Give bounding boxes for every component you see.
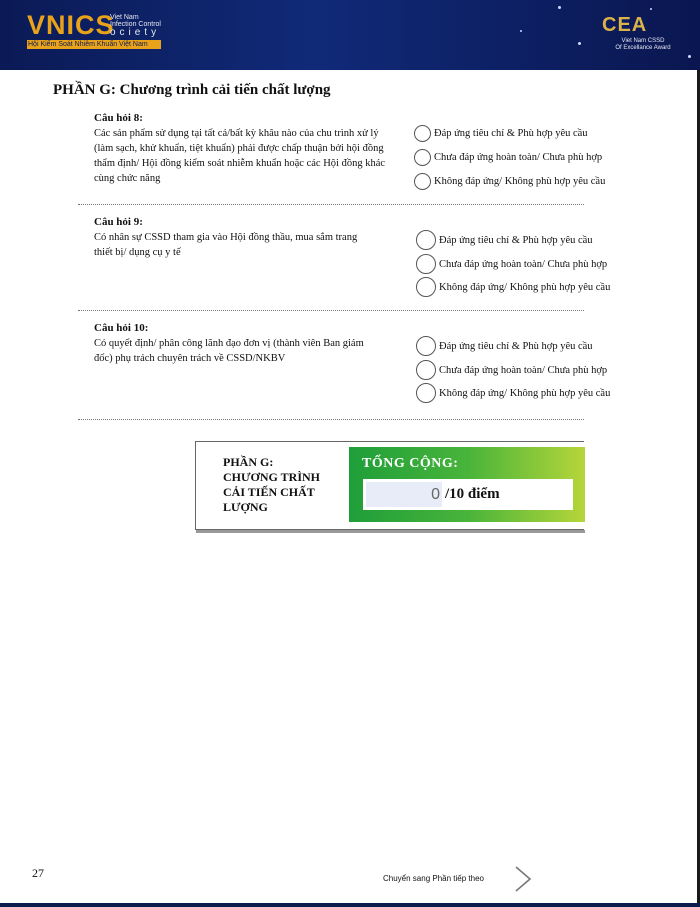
question-8-text: Các sản phẩm sử dụng tại tất cả/bất kỳ khâu nào của chu trình xử lý (làm sạch, khử khuẩn, tiệt khuẩn) phải được chấp thuận bởi hội đồng thẩm định/ Hội đồng kiểm soát nhiễm khuẩn hoặc các Hội đồng khác cùng chức năng: [94, 128, 386, 184]
star-decoration: [650, 8, 652, 10]
radio-button[interactable]: [414, 125, 431, 142]
question-10-option-1[interactable]: [416, 336, 593, 356]
option-label: Chưa đáp ứng hoàn toàn/ Chưa phù hợp: [434, 152, 603, 163]
star-decoration: [688, 55, 691, 58]
question-9-text: Có nhân sự CSSD tham gia vào Hội đồng thầu, mua sắm trang thiết bị/ dụng cụ y tế: [94, 232, 358, 258]
radio-button[interactable]: [416, 360, 436, 380]
option-label: Đáp ứng tiêu chí & Phù hợp yêu cầu: [439, 234, 593, 246]
cea-logo: CEA: [602, 14, 648, 36]
radio-button[interactable]: [416, 336, 436, 356]
question-9-option-2[interactable]: [416, 254, 607, 274]
logo-sub-line-1: Viet Nam: [110, 14, 139, 21]
question-9-title: Câu hỏi 9:: [94, 216, 143, 228]
option-label: Không đáp ứng/ Không phù hợp yêu cầu: [439, 281, 611, 293]
total-box-shadow: [196, 530, 585, 533]
question-8-option-1[interactable]: [414, 125, 588, 142]
total-label-line: CHƯƠNG TRÌNH: [223, 470, 321, 484]
option-label: Chưa đáp ứng hoàn toàn/ Chưa phù hợp: [439, 364, 608, 376]
radio-button[interactable]: [416, 277, 436, 297]
total-section-label: [223, 455, 343, 515]
star-decoration: [558, 6, 561, 9]
total-label-line: LƯỢNG: [223, 500, 268, 514]
option-label: Đáp ứng tiêu chí & Phù hợp yêu cầu: [434, 128, 588, 139]
chevron-right-icon[interactable]: [512, 864, 534, 894]
radio-button[interactable]: [416, 230, 436, 250]
header-banner: [0, 0, 700, 70]
next-section-link[interactable]: Chuyển sang Phần tiếp theo: [383, 874, 484, 883]
question-8-title: Câu hỏi 8:: [94, 112, 143, 124]
question-10-title: Câu hỏi 10:: [94, 322, 149, 334]
separator: [78, 310, 584, 311]
score-suffix: /10 điểm: [445, 486, 500, 502]
question-10-option-2[interactable]: [416, 360, 607, 380]
cea-logo-subtitle: [608, 38, 678, 52]
question-10-text: Có quyết định/ phân công lãnh đạo đơn vị (thành viên Ban giám đốc) phụ trách chuyên trách về CSSD/NKBV: [94, 338, 364, 364]
cea-sub-line-1: Viet Nam CSSD: [621, 38, 665, 44]
total-label-line: CẢI TIẾN CHẤT: [223, 485, 315, 499]
question-8-option-3[interactable]: [414, 173, 605, 190]
logo-sub-line-2: Infection Control: [110, 21, 161, 28]
total-title: TỔNG CỘNG:: [362, 456, 459, 471]
vnics-logo-subtitle: [110, 14, 161, 36]
question-9-option-3[interactable]: [416, 277, 610, 297]
option-label: Đáp ứng tiêu chí & Phù hợp yêu cầu: [439, 340, 593, 352]
logo-sub-line-3: ociety: [110, 27, 161, 38]
radio-button[interactable]: [414, 149, 431, 166]
radio-button[interactable]: [416, 383, 436, 403]
star-decoration: [520, 30, 522, 32]
question-9-option-1[interactable]: [416, 230, 593, 250]
logo-tagline: Hội Kiểm Soát Nhiễm Khuẩn Việt Nam: [28, 41, 148, 48]
vnics-logo: VNICS: [27, 10, 115, 40]
radio-button[interactable]: [416, 254, 436, 274]
page-number: 27: [32, 866, 44, 880]
total-label-line: PHẦN G:: [223, 455, 274, 469]
option-label: Chưa đáp ứng hoàn toàn/ Chưa phù hợp: [439, 258, 608, 270]
cea-sub-line-2: Of Excellance Award: [615, 45, 671, 51]
question-8-option-2[interactable]: [414, 149, 602, 166]
option-label: Không đáp ứng/ Không phù hợp yêu cầu: [439, 387, 611, 399]
separator: [78, 419, 584, 420]
question-10-option-3[interactable]: [416, 383, 610, 403]
separator: [78, 204, 584, 205]
option-label: Không đáp ứng/ Không phù hợp yêu cầu: [434, 176, 606, 187]
section-title: PHẦN G: Chương trình cải tiến chất lượng: [53, 82, 331, 98]
score-input[interactable]: 0: [366, 482, 442, 507]
bottom-bar: [0, 903, 700, 907]
star-decoration: [578, 42, 581, 45]
radio-button[interactable]: [414, 173, 431, 190]
